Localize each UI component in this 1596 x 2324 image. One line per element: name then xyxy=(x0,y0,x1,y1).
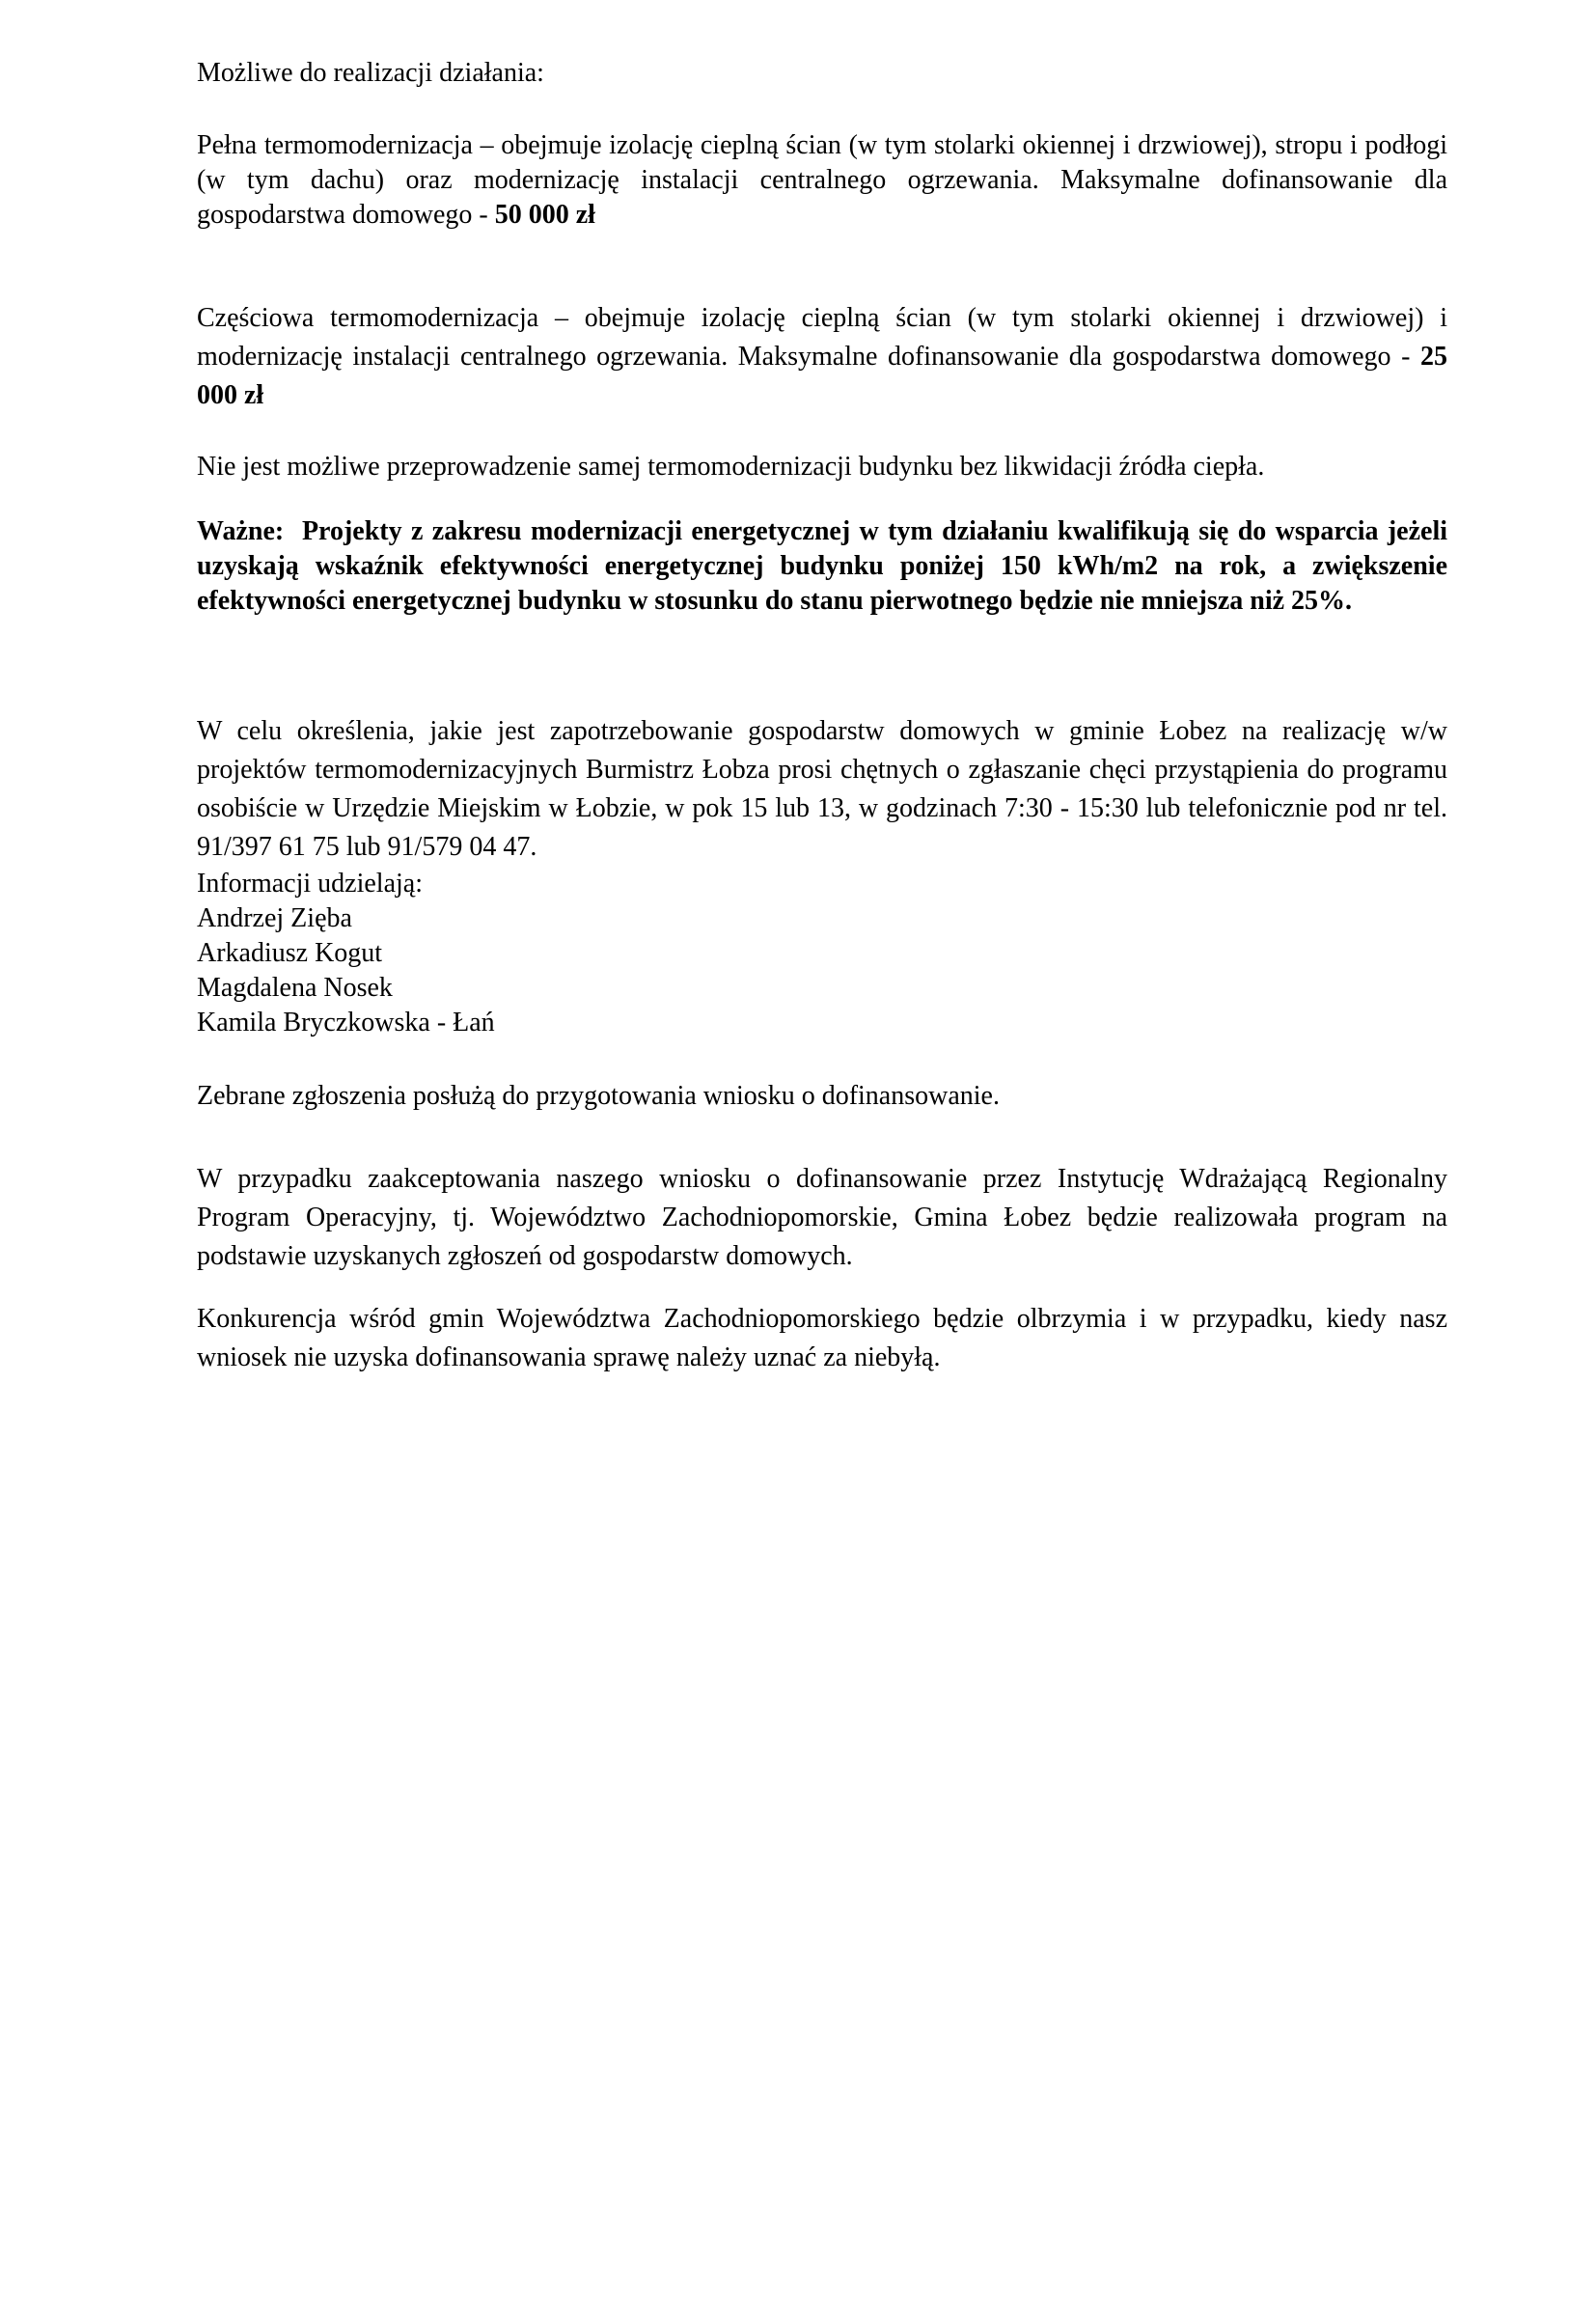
accepted-case-paragraph: W przypadku zaakceptowania naszego wniosku o dofinansowanie przez Instytucję Wdrażającą Regionalny Program Operacyjny, tj. Województwo Zachodniopomorskie, Gmina Łobez będzie realizowała program na podstawie uzyskanych zgłoszeń od gospodarstw domowych. xyxy=(197,1164,1447,1271)
contact-name: Arkadiusz Kogut xyxy=(197,938,383,968)
section-title: Możliwe do realizacji działania: xyxy=(197,58,544,88)
partial-thermomodernization-text: Częściowa termomodernizacja – obejmuje izolację cieplną ścian (w tym stolarki okiennej i drzwiowej) i modernizację instalacji centralnego ogrzewania. Maksymalne dofinansowanie dla gospodarstwa domowego - xyxy=(197,303,1447,372)
collected-applications-note: Zebrane zgłoszenia posłużą do przygotowania wniosku o dofinansowanie. xyxy=(197,1081,1000,1111)
full-thermomodernization-text: Pełna termomodernizacja – obejmuje izolację cieplną ścian (w tym stolarki okiennej i drzwiowej), stropu i podłogi (w tym dachu) oraz modernizację instalacji centralnego ogrzewania. Maksymalne dofinansowanie dla gospodarstwa domowego - xyxy=(197,130,1447,230)
important-label: Ważne: xyxy=(197,516,285,546)
contact-name: Andrzej Zięba xyxy=(197,903,352,933)
contact-name: Kamila Bryczkowska - Łań xyxy=(197,1008,495,1038)
not-possible-note: Nie jest możliwe przeprowadzenie samej termomodernizacji budynku bez likwidacji źródła ciepła. xyxy=(197,452,1265,482)
competition-paragraph: Konkurencja wśród gmin Województwa Zachodniopomorskiego będzie olbrzymia i w przypadku, kiedy nasz wniosek nie uzyska dofinansowania sprawę należy uznać za niebyłą. xyxy=(197,1304,1447,1372)
info-label: Informacji udzielają: xyxy=(197,869,423,899)
partial-thermomodernization-paragraph xyxy=(197,299,1447,415)
contact-name: Magdalena Nosek xyxy=(197,973,393,1003)
full-max-amount: 50 000 zł xyxy=(494,200,595,230)
purpose-paragraph: W celu określenia, jakie jest zapotrzebowanie gospodarstw domowych w gminie Łobez na realizację w/w projektów termomodernizacyjnych Burmistrz Łobza prosi chętnych o zgłaszanie chęci przystąpienia do programu osobiście w Urzędzie Miejskim w Łobzie, w pok 15 lub 13, w godzinach 7:30 - 15:30 lub telefonicznie pod nr tel. 91/397 61 75 lub 91/579 04 47. xyxy=(197,716,1447,862)
contact-list xyxy=(197,901,1447,1040)
full-thermomodernization-paragraph xyxy=(197,128,1447,233)
partial-max-amount: 25 000 zł xyxy=(197,342,1447,410)
important-note xyxy=(197,514,1447,619)
application-info-block xyxy=(197,712,1447,1040)
important-text: Projekty z zakresu modernizacji energetycznej w tym działaniu kwalifikują się do wsparcia jeżeli uzyskają wskaźnik efektywności energetycznej budynku poniżej 150 kWh/m2 na rok, a zwiększenie efektywności energetycznej budynku w stosunku do stanu pierwotnego będzie nie mniejsza niż 25%. xyxy=(197,516,1447,616)
